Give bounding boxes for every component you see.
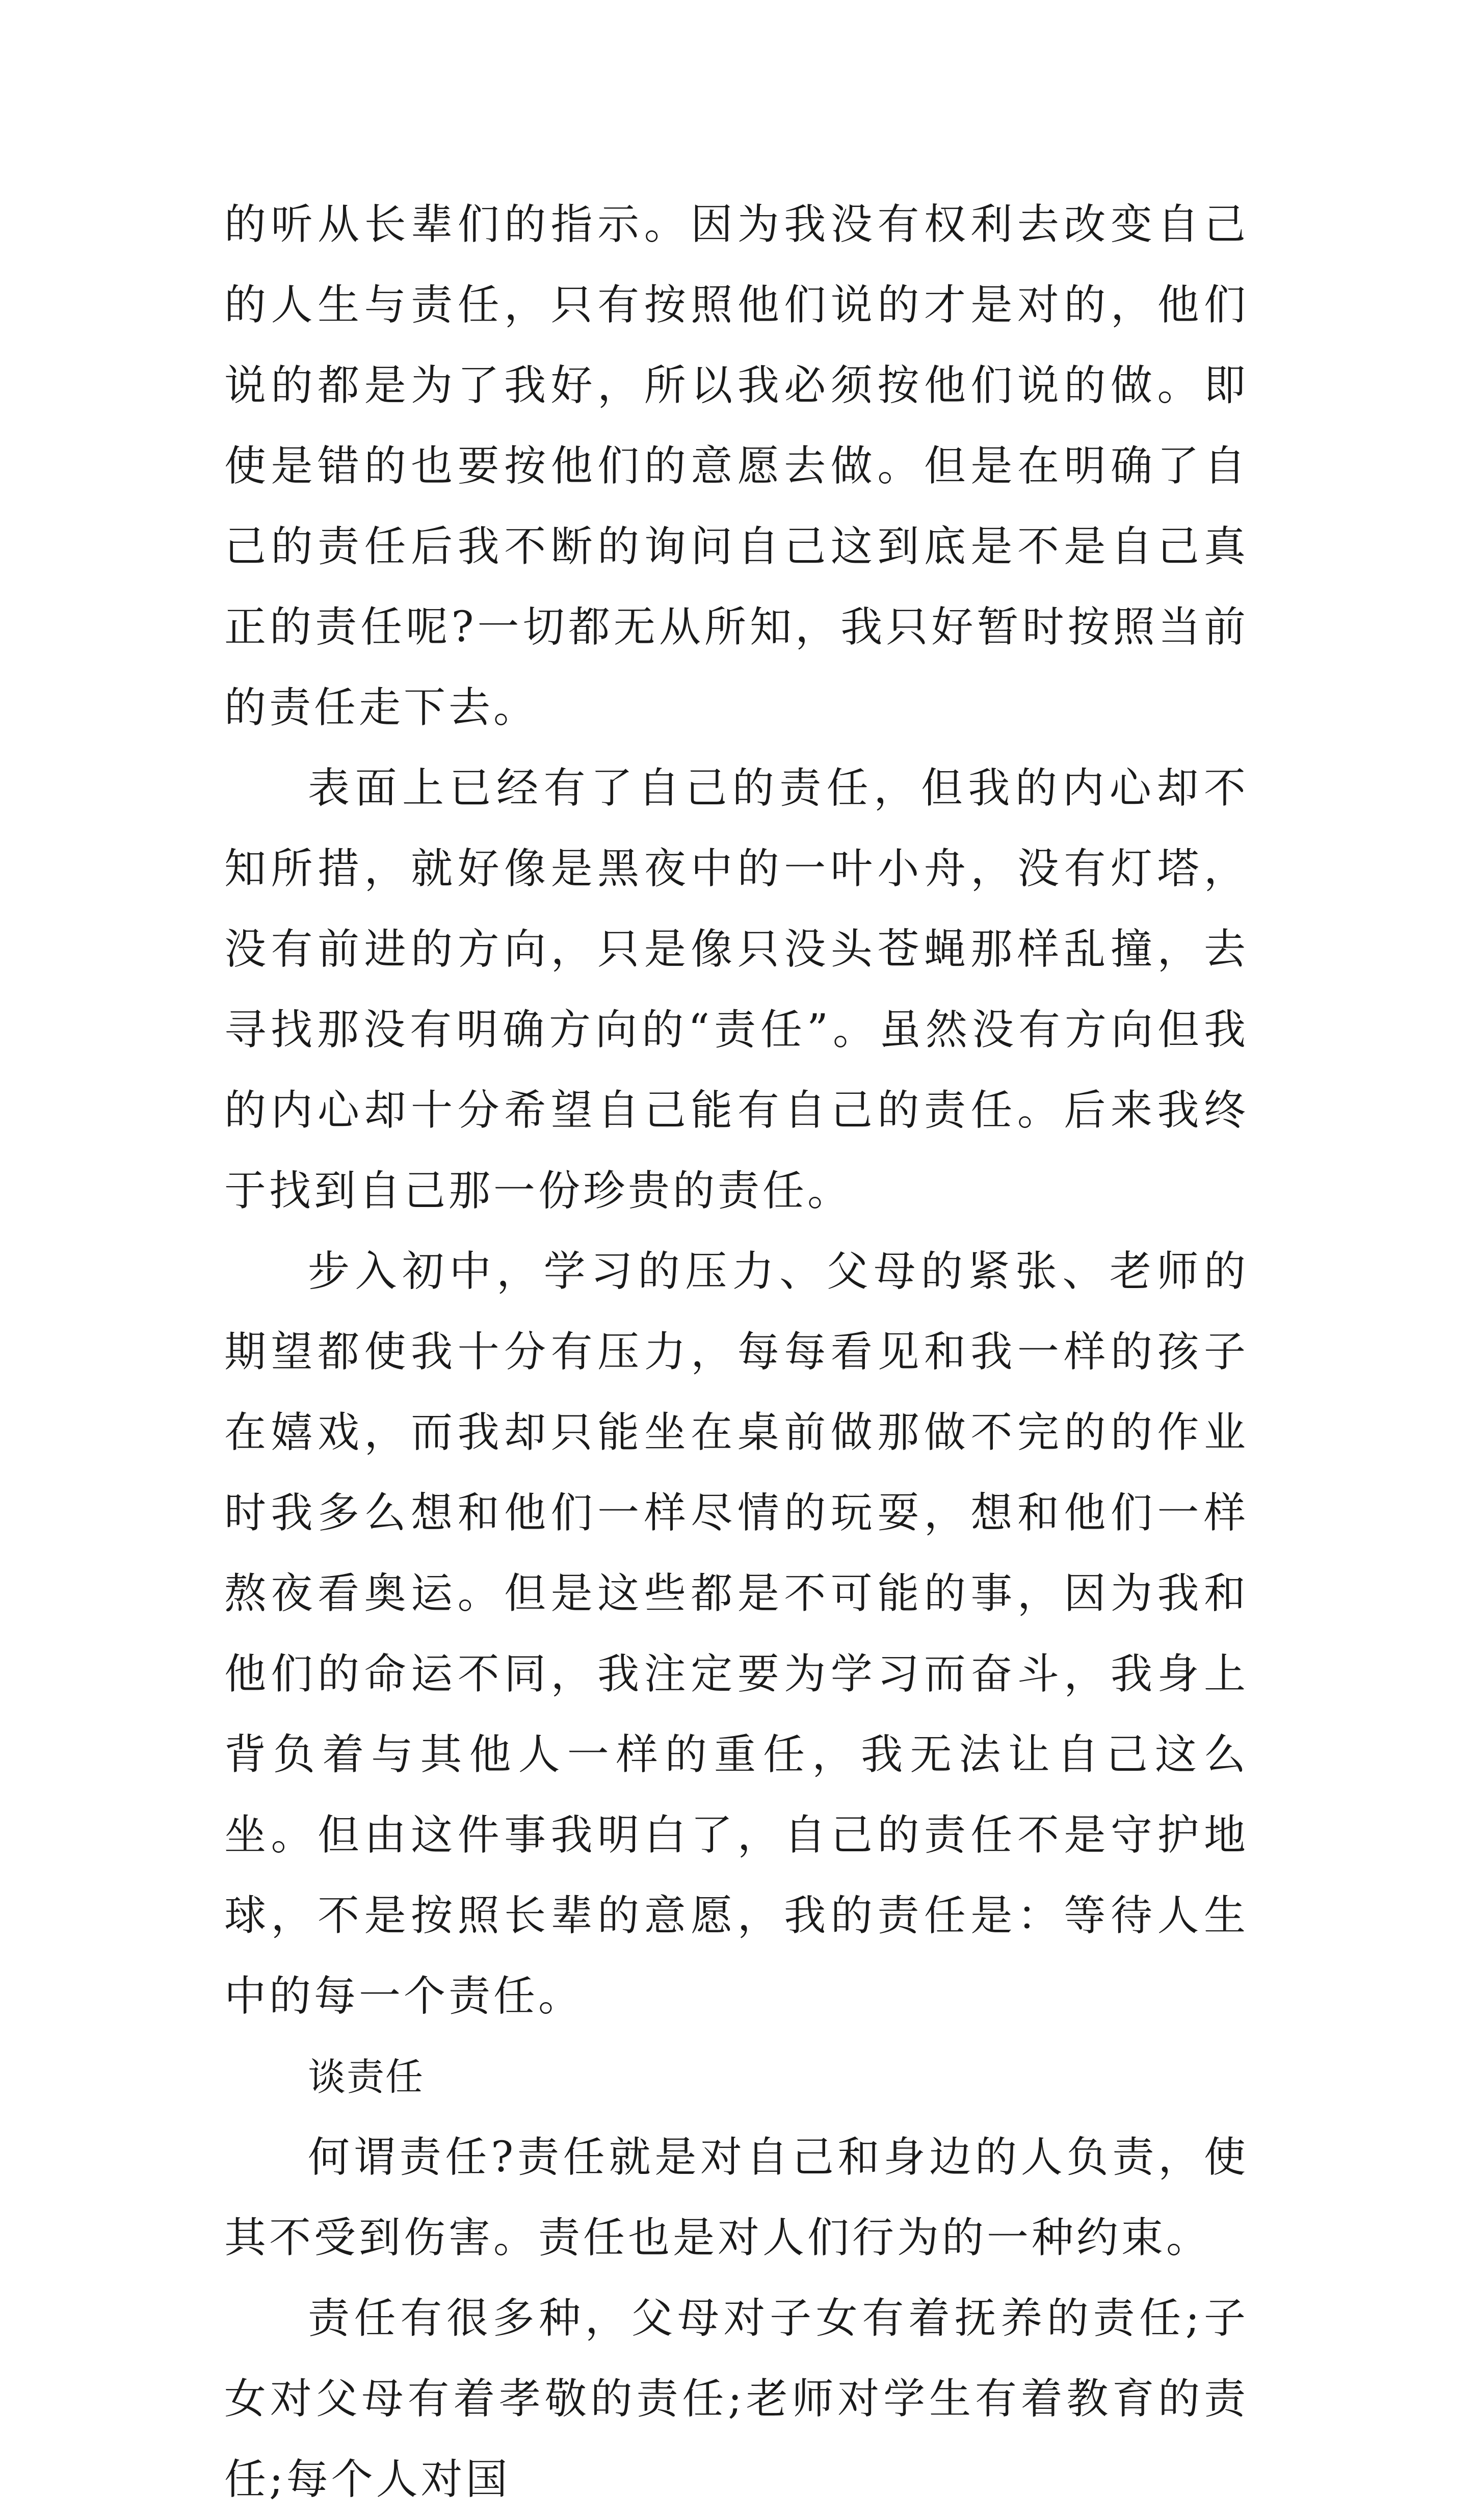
section-heading: 谈责任 (308, 2055, 424, 2099)
paragraph-5: 责任有很多种，父母对子女有着抚养的责任;子女对父母有着孝敬的责任;老师对学生有着教育的责任;每个人对国 (224, 2294, 1249, 2504)
paragraph-3: 步入初中，学习的压力、父母的紧张、老师的期望都使我十分有压力，每每看见和我一样的孩子在嬉戏，而我却只能坐在桌前做那做不完的的作业时我多么想和他们一样尽情的玩耍，想和他们一样熬夜看奥运。但是这些都是不可能的事，因为我和他们的命运不同，我注定要为学习而奋斗，我身上背负着与其他人一样的重任，我无法让自己这么坐。但由这件事我明白了，自己的责任不是守护地球，不是按照长辈的意愿，我的责任是：等待人生中的每一个责任。 (224, 1247, 1249, 2020)
document-body (224, 185, 1249, 2520)
paragraph-2: 表面上已经有了自己的责任，但我的内心却不知所措，就好像是黑夜中的一叶小舟，没有灯塔，没有前进的方向，只是像只没头苍蝇那样乱撞，去寻找那没有明确方向的“责任”。虽然没有方向但我的内心却十分希望自己能有自己的责任。后来我终于找到自己那一份珍贵的责任。 (224, 764, 1249, 1215)
paragraph-4: 何谓责任?责任就是对自己和身边的人负责，使其不受到伤害。责任也是对人们行为的一种约束。 (224, 2133, 1249, 2262)
paragraph-1: 的听从长辈们的指示。因为我没有权利去改变自己的人生与责任，只有按照他们说的才是对的，他们说的都是为了我好，所以我必须按他们说的做。即使是错的也要按他们的意愿去做。但是在明确了自己的责任后我不断的询问自己这到底是不是自己真正的责任呢?一切都无从所知，我只好暂时按照当前的责任走下去。 (224, 200, 1249, 732)
